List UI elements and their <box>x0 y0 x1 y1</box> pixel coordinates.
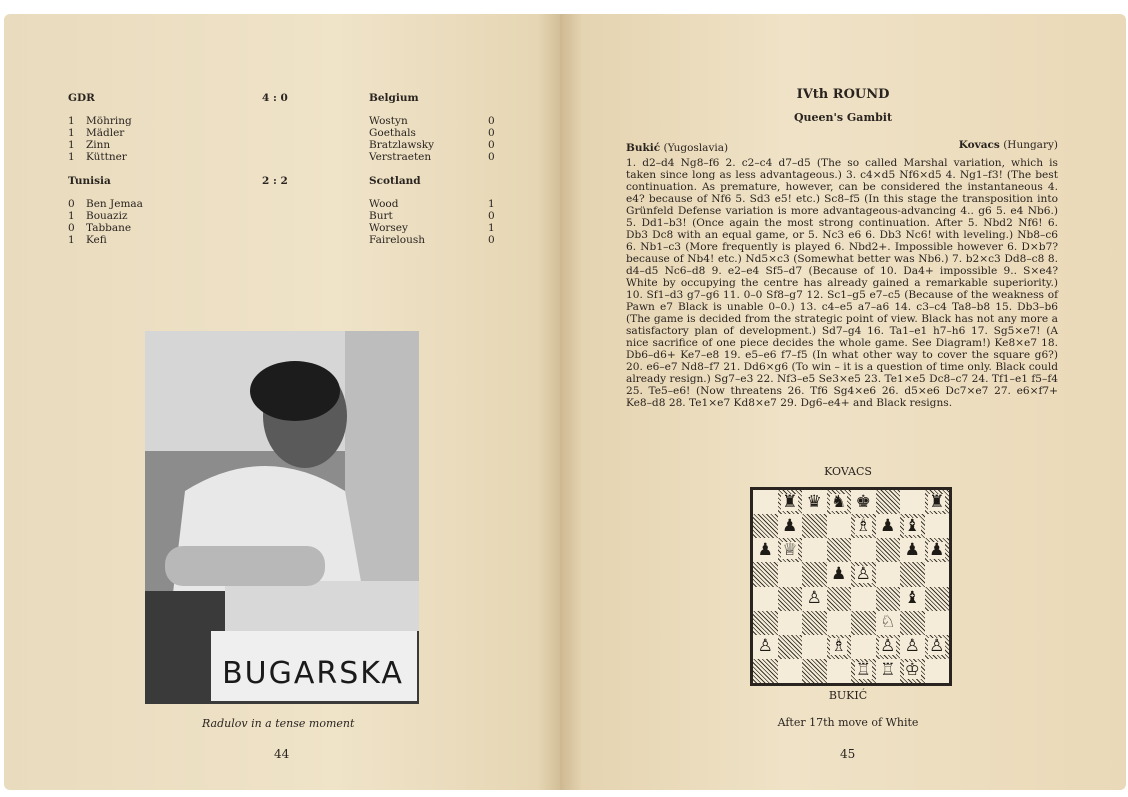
board-square <box>851 490 876 514</box>
board-square <box>753 659 778 683</box>
chess-piece: ♙ <box>904 636 920 657</box>
board-square <box>851 635 876 659</box>
board-square <box>876 490 901 514</box>
player-name: Möhring <box>86 115 132 127</box>
board-square <box>900 514 925 538</box>
opponent-name: Worsey <box>369 222 408 234</box>
result-points: 1 <box>68 151 75 163</box>
player-name: Zinn <box>86 139 111 151</box>
photo-caption: Radulov in a tense moment <box>202 717 355 730</box>
result-points: 1 <box>68 139 75 151</box>
board-square <box>925 490 950 514</box>
photo-sign-text: BUGARSKA <box>222 656 404 691</box>
opponent-name: Wostyn <box>369 115 408 127</box>
opponent-name: Faireloush <box>369 234 426 246</box>
board-square <box>876 659 901 683</box>
player-name: Ben Jemaa <box>86 198 143 210</box>
board-square <box>900 659 925 683</box>
team-b-header: Scotland <box>369 175 421 187</box>
player-name: Mädler <box>86 127 125 139</box>
chess-piece: ♟ <box>904 539 920 560</box>
opponent-points: 0 <box>488 210 495 222</box>
right-page <box>560 14 1126 790</box>
game-annotation: 1. d2–d4 Ng8–f6 2. c2–c4 d7–d5 (The so called Marshal variation, which is taken since long as less advantageous.) 3. c4×d5 Nf6×d5 4. Ng1–f3! (The best continuation. As premature, however, can be considered the instantaneous 4. e4? because of Nf6 5. Sd3 e5! etc.) Sc8–f5 (In this stage the transposition into Grünfeld Defense variation is more advantageous-advancing 4.. g6 5. e4 Nb6.) 5. Dd1–b3! (Once again the most strong continuation. After 5. Nbd2 Nf6! 6. Db3 Dc8 with an equal game, or 5. Nc3 e6 6. Db3 Nc6! with leveling.) Nb8–c6 6. Nb1–c3 (More frequently is played 6. Nbd2+. Impossible however 6. D×b7? because of Nb4! etc.) Nd5×c3 (Somewhat better was Nb6.) 7. b2×c3 Dd8–c8 8. d4–d5 Nc6–d8 9. e2–e4 Sf5–d7 (Because of 10. Da4+ impossible 9.. S×e4? White by occupying the centre has already gained a remarkable superiority.) 10. Sf1–d3 g7–g6 11. 0–0 Sf8–g7 12. Sc1–g5 e7–c5 (Because of the weakness of Pawn e7 Black is unable 0–0.) 13. c4–e5 a7–a6 14. c3–c4 Ta8–b8 15. Db3–b6 (The game is decided from the strategic point of view. Black has not any more a satisfactory plan of development.) Sd7–g4 16. Ta1–e1 h7–h6 17. Sg5×e7! (A nice sacrifice of one piece decides the whole game. See Diagram!) Ke8×e7 18. Db6–d6+ Ke7–e8 19. e5–e6 f7–f5 (In what other way to cover the square g6?) 20. e6–e7 Nd8–f7 21. Dd6×g6 (To win – it is a question of time only. Black could already resign.) Sg7–e3 22. Nf3–e5 Se3×e5 23. Te1×e5 Dc8–c7 24. Tf1–e1 f5–f4 25. Te5–e6! (Now threatens 26. Tf6 Sg4×e6 26. d5×e6 Dc7×e7 27. e6×f7+ Ke8–d8 28. Te1×e7 Kd8×e7 29. Dg6–e4+ and Black resigns. <box>626 157 1058 409</box>
chess-piece: ♙ <box>929 636 945 657</box>
board-square <box>851 659 876 683</box>
board-square <box>876 611 901 635</box>
board-square <box>778 611 803 635</box>
match-score: 2 : 2 <box>262 175 288 187</box>
board-square <box>900 490 925 514</box>
board-square <box>900 611 925 635</box>
opponent-points: 0 <box>488 127 495 139</box>
black-player-country: (Hungary) <box>1003 139 1058 151</box>
board-square <box>753 514 778 538</box>
chess-piece: ♟ <box>880 515 896 536</box>
board-square <box>802 490 827 514</box>
board-square <box>900 635 925 659</box>
result-points: 1 <box>68 210 75 222</box>
result-points: 1 <box>68 115 75 127</box>
board-square <box>802 562 827 586</box>
diagram-top-label: KOVACS <box>824 465 872 478</box>
player-name: Kefi <box>86 234 107 246</box>
board-square <box>851 587 876 611</box>
opponent-name: Verstraeten <box>369 151 432 163</box>
board-square <box>802 635 827 659</box>
opponent-name: Burt <box>369 210 393 222</box>
chess-piece: ♙ <box>880 636 896 657</box>
board-square <box>753 635 778 659</box>
board-square <box>778 659 803 683</box>
board-square <box>925 635 950 659</box>
opponent-points: 0 <box>488 115 495 127</box>
team-a-header: GDR <box>68 92 95 104</box>
opening-name: Queen's Gambit <box>793 111 893 124</box>
chess-piece: ♗ <box>831 636 847 657</box>
board-square <box>925 514 950 538</box>
result-points: 0 <box>68 222 75 234</box>
result-points: 1 <box>68 127 75 139</box>
chess-piece: ♙ <box>757 636 773 657</box>
chess-piece: ♕ <box>782 539 798 560</box>
board-square <box>827 587 852 611</box>
board-square <box>925 538 950 562</box>
board-square <box>753 490 778 514</box>
white-player <box>626 142 728 154</box>
board-square <box>827 538 852 562</box>
board-square <box>876 538 901 562</box>
round-title: IVth ROUND <box>796 87 890 102</box>
board-square <box>827 635 852 659</box>
board-square <box>925 562 950 586</box>
board-square <box>778 514 803 538</box>
board-square <box>778 538 803 562</box>
board-square <box>876 635 901 659</box>
board-square <box>753 611 778 635</box>
board-square <box>802 659 827 683</box>
board-square <box>802 611 827 635</box>
page-number: 45 <box>840 747 856 761</box>
opponent-points: 0 <box>488 139 495 151</box>
board-square <box>827 490 852 514</box>
chess-piece: ♙ <box>806 588 822 609</box>
result-points: 0 <box>68 198 75 210</box>
board-square <box>778 635 803 659</box>
board-square <box>851 611 876 635</box>
opponent-points: 0 <box>488 234 495 246</box>
board-square <box>778 562 803 586</box>
board-square <box>753 562 778 586</box>
chess-piece: ♟ <box>929 539 945 560</box>
board-square <box>827 659 852 683</box>
board-square <box>827 514 852 538</box>
chess-piece: ♙ <box>855 563 871 584</box>
team-a-header: Tunisia <box>68 175 111 187</box>
board-square <box>900 587 925 611</box>
chess-piece: ♖ <box>880 660 896 681</box>
opponent-points: 1 <box>488 222 495 234</box>
black-player-name: Kovacs <box>958 139 1000 151</box>
board-square <box>827 611 852 635</box>
chess-piece: ♜ <box>929 491 945 512</box>
chess-piece: ♟ <box>831 563 847 584</box>
chess-piece: ♖ <box>855 660 871 681</box>
black-player <box>959 139 1058 151</box>
board-square <box>851 538 876 562</box>
board-square <box>802 587 827 611</box>
chess-piece: ♛ <box>806 491 822 512</box>
white-player-country: (Yugoslavia) <box>663 142 729 154</box>
board-square <box>876 562 901 586</box>
chess-piece: ♞ <box>831 491 847 512</box>
board-square <box>851 562 876 586</box>
opponent-name: Goethals <box>369 127 416 139</box>
board-square <box>802 538 827 562</box>
board-square <box>925 611 950 635</box>
diagram-caption: After 17th move of White <box>777 716 919 729</box>
opponent-points: 1 <box>488 198 495 210</box>
board-square <box>778 490 803 514</box>
white-player-name: Bukić <box>626 142 661 154</box>
player-name: Tabbane <box>86 222 132 234</box>
opponent-points: 0 <box>488 151 495 163</box>
board-square <box>900 562 925 586</box>
player-name: Küttner <box>86 151 127 163</box>
chess-diagram <box>750 487 952 686</box>
board-square <box>876 587 901 611</box>
board-square <box>753 538 778 562</box>
chess-piece: ♝ <box>904 588 920 609</box>
chess-piece: ♟ <box>757 539 773 560</box>
left-page <box>4 14 560 790</box>
opponent-name: Wood <box>369 198 399 210</box>
chess-piece: ♝ <box>904 515 920 536</box>
team-b-header: Belgium <box>369 92 419 104</box>
chess-piece: ♗ <box>855 515 871 536</box>
diagram-bottom-label: BUKIĆ <box>828 689 868 702</box>
board-square <box>851 514 876 538</box>
opponent-name: Bratzlawsky <box>369 139 435 151</box>
result-points: 1 <box>68 234 75 246</box>
board-square <box>802 514 827 538</box>
player-name: Bouaziz <box>86 210 128 222</box>
board-square <box>876 514 901 538</box>
player-photo <box>145 331 419 704</box>
chess-piece: ♜ <box>782 491 798 512</box>
board-square <box>925 659 950 683</box>
chess-piece: ♚ <box>855 491 871 512</box>
board-square <box>778 587 803 611</box>
match-score: 4 : 0 <box>262 92 288 104</box>
board-square <box>753 587 778 611</box>
board-square <box>900 538 925 562</box>
chess-piece: ♔ <box>904 660 920 681</box>
board-square <box>827 562 852 586</box>
page-number: 44 <box>274 747 290 761</box>
chess-piece: ♟ <box>782 515 798 536</box>
board-square <box>925 587 950 611</box>
chess-piece: ♘ <box>880 612 896 633</box>
